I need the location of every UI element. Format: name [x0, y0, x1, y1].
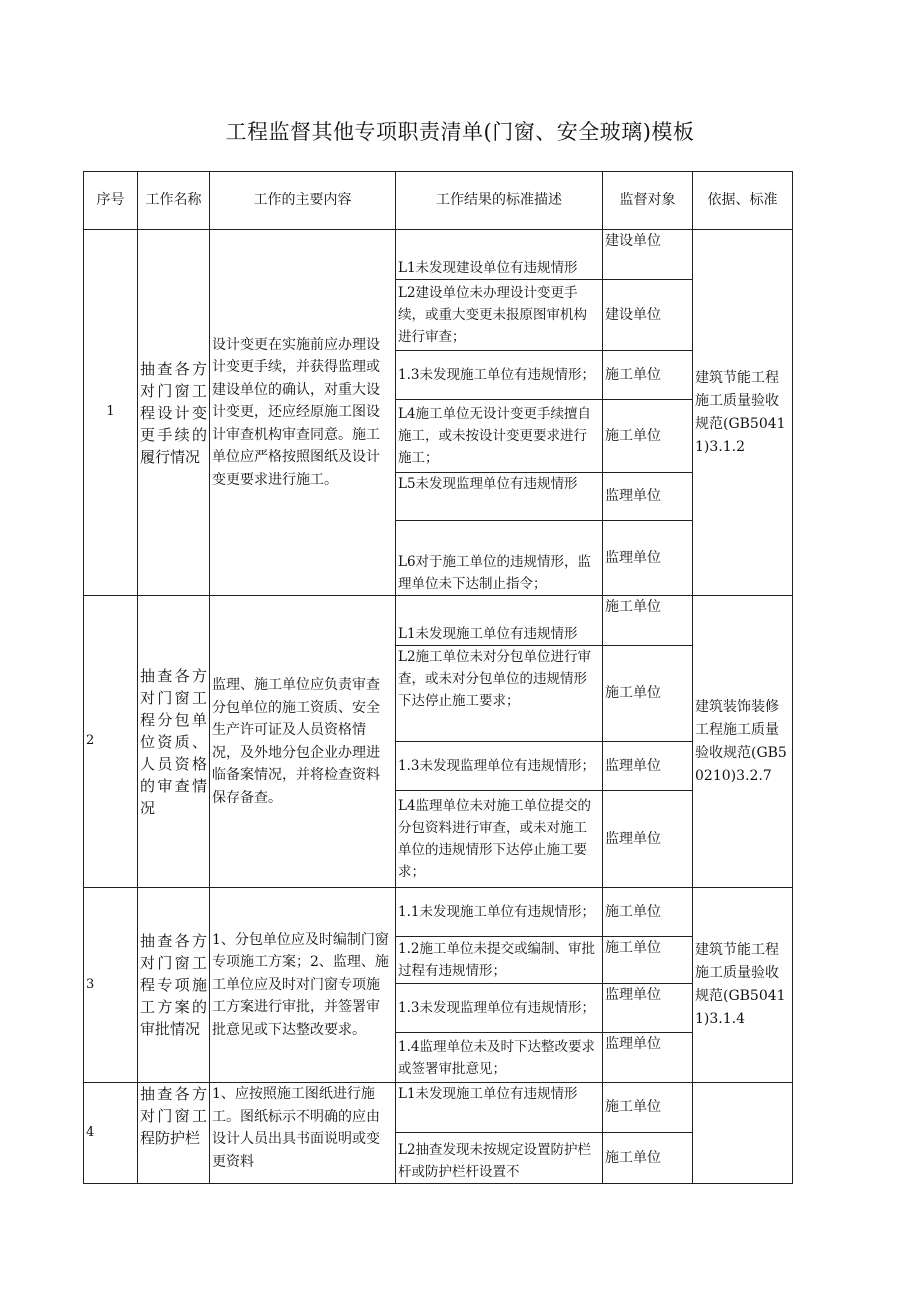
- item-name: 抽查各方对门窗工程分包单位资质、人员资格的审查情况: [138, 596, 210, 888]
- header-basis: 依据、标准: [693, 172, 793, 230]
- standard-cell: 1.3未发现施工单位有违规情形；: [396, 351, 603, 400]
- object-cell: 监理单位: [603, 742, 693, 791]
- object-cell: 施工单位: [603, 1133, 693, 1184]
- standard-cell: L1未发现建设单位有违规情形: [396, 230, 603, 280]
- object-cell: 监理单位: [603, 791, 693, 888]
- object-cell: 施工单位: [603, 937, 693, 984]
- table-row: [84, 596, 793, 646]
- standard-cell: L6对于施工单位的违规情形，监理单位未下达制止指令；: [396, 521, 603, 596]
- header-no: 序号: [84, 172, 138, 230]
- standard-cell: 1.2施工单位未提交或编制、审批过程有违规情形；: [396, 937, 603, 984]
- object-cell: 监理单位: [603, 473, 693, 521]
- item-basis: 建筑节能工程施工质量验收规范(GB50411)3.1.4: [693, 888, 793, 1083]
- header-standard: 工作结果的标准描述: [396, 172, 603, 230]
- object-cell: 施工单位: [603, 888, 693, 937]
- standard-cell: 1.1未发现施工单位有违规情形；: [396, 888, 603, 937]
- standard-cell: L1未发现施工单位有违规情形: [396, 596, 603, 646]
- standard-cell: L4施工单位无设计变更手续擅自施工，或未按设计变更要求进行施工；: [396, 400, 603, 473]
- object-cell: 建设单位: [603, 280, 693, 351]
- standard-cell: L5未发现监理单位有违规情形: [396, 473, 603, 521]
- item-basis: 建筑装饰装修工程施工质量验收规范(GB50210)3.2.7: [693, 596, 793, 888]
- header-content: 工作的主要内容: [210, 172, 396, 230]
- item-content: 1、分包单位应及时编制门窗专项施工方案；2、监理、施工单位应及时对门窗专项施工方案进行审批，并签署审批意见或下达整改要求。: [210, 888, 396, 1083]
- standard-cell: 1.4监理单位未及时下达整改要求或签署审批意见；: [396, 1033, 603, 1083]
- object-cell: 施工单位: [603, 596, 693, 646]
- standard-cell: 1.3未发现监理单位有违规情形；: [396, 984, 603, 1033]
- object-cell: 监理单位: [603, 1033, 693, 1083]
- item-name: 抽查各方对门窗工程设计变更手续的履行情况: [138, 230, 210, 596]
- object-cell: 施工单位: [603, 646, 693, 742]
- item-no: 2: [84, 596, 138, 888]
- standard-cell: L2抽查发现未按规定设置防护栏杆或防护栏杆设置不: [396, 1133, 603, 1184]
- standard-cell: L4监理单位未对施工单位提交的分包资料进行审查，或未对施工单位的违规情形下达停止施工要求；: [396, 791, 603, 888]
- item-basis: 建筑节能工程施工质量验收规范(GB50411)3.1.2: [693, 230, 793, 596]
- item-name: 抽查各方对门窗工程专项施工方案的审批情况: [138, 888, 210, 1083]
- item-no: 4: [84, 1083, 138, 1184]
- duty-table: [83, 171, 793, 1184]
- object-cell: 监理单位: [603, 521, 693, 596]
- table-row: [84, 888, 793, 937]
- page-title: 工程监督其他专项职责清单(门窗、安全玻璃)模板: [225, 120, 695, 144]
- table-row: [84, 230, 793, 280]
- header-row: [84, 172, 793, 230]
- object-cell: 施工单位: [603, 400, 693, 473]
- header-object: 监督对象: [603, 172, 693, 230]
- header-name: 工作名称: [138, 172, 210, 230]
- item-content: 1、应按照施工图纸进行施工。图纸标示不明确的应由设计人员出具书面说明或变更资料: [210, 1083, 396, 1184]
- standard-cell: L1未发现施工单位有违规情形: [396, 1083, 603, 1133]
- item-no: 3: [84, 888, 138, 1083]
- standard-cell: 1.3未发现监理单位有违规情形；: [396, 742, 603, 791]
- object-cell: 监理单位: [603, 984, 693, 1033]
- standard-cell: L2建设单位未办理设计变更手续，或重大变更未报原图审机构进行审查；: [396, 280, 603, 351]
- item-content: 设计变更在实施前应办理设计变更手续，并获得监理或建设单位的确认，对重大设计变更，还应经原施工图设计审查机构审查同意。施工单位应严格按照图纸及设计变更要求进行施工。: [210, 230, 396, 596]
- item-content: 监理、施工单位应负责审查分包单位的施工资质、安全生产许可证及人员资格情况，及外地分包企业办理进临备案情况，并将检查资料保存备查。: [210, 596, 396, 888]
- item-basis: [693, 1083, 793, 1184]
- table-row: [84, 1083, 793, 1133]
- standard-cell: L2施工单位未对分包单位进行审查，或未对分包单位的违规情形下达停止施工要求；: [396, 646, 603, 742]
- object-cell: 施工单位: [603, 351, 693, 400]
- item-no: 1: [84, 230, 138, 596]
- item-name: 抽查各方对门窗工程防护栏: [138, 1083, 210, 1184]
- object-cell: 施工单位: [603, 1083, 693, 1133]
- object-cell: 建设单位: [603, 230, 693, 280]
